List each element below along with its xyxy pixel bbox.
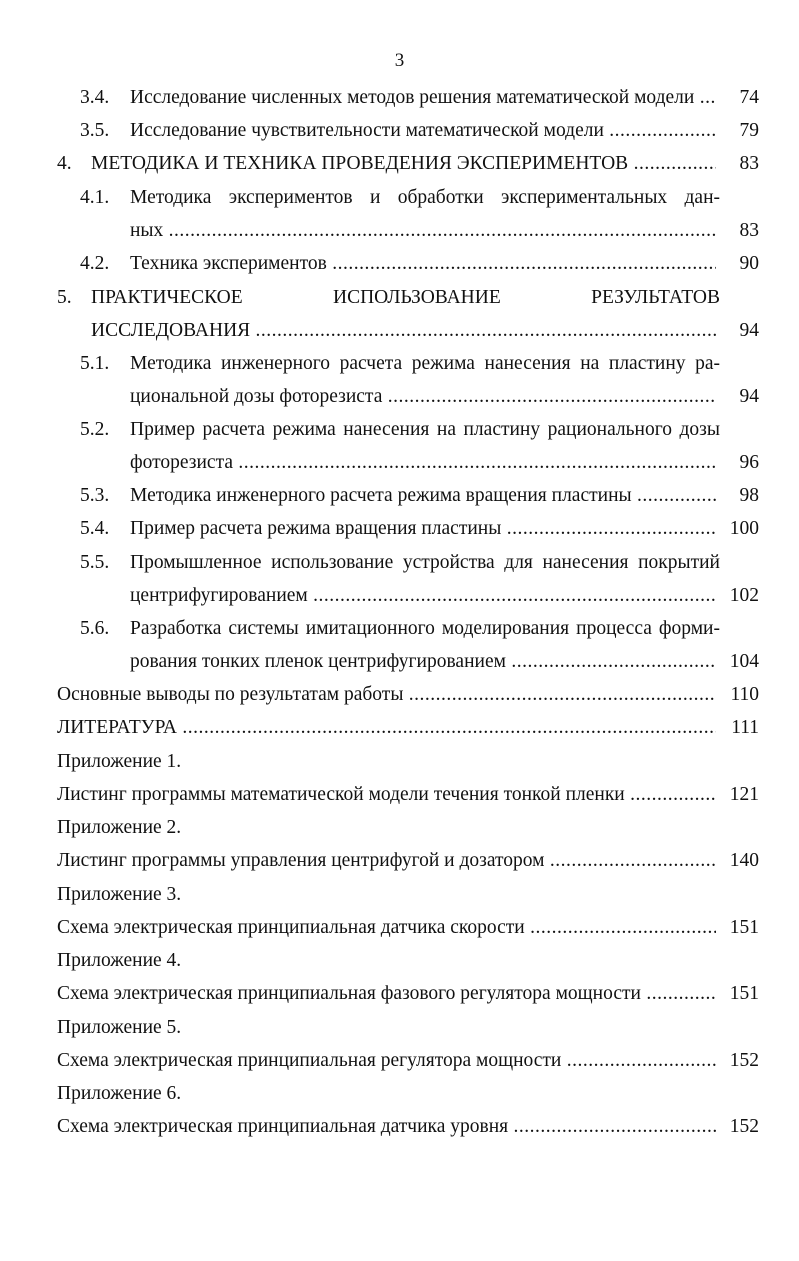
toc-entry-page: 111 xyxy=(731,717,759,738)
appendix-label: Приложение 3. xyxy=(57,884,182,905)
toc-entry-5-5-cont[interactable] xyxy=(0,579,799,612)
toc-entry-page: 79 xyxy=(739,120,759,141)
toc-entry-page: 121 xyxy=(729,784,759,805)
toc-entry-title: Листинг программы математической модели течения тонкой пленки ..... xyxy=(57,778,716,811)
toc-entry-appendix-6[interactable] xyxy=(0,1110,799,1143)
toc-entry-title: Схема электрическая принципиальная фазового регулятора мощности ..... xyxy=(57,977,716,1010)
toc-entry-5-3[interactable] xyxy=(0,479,799,512)
toc-entry-page: 140 xyxy=(729,850,759,871)
toc-entry-5-1[interactable] xyxy=(0,347,799,380)
toc-entry-conclusions[interactable] xyxy=(0,678,799,711)
toc-entry-title-line1: ПРАКТИЧЕСКОЕ ИСПОЛЬЗОВАНИЕ РЕЗУЛЬТАТОВ xyxy=(91,287,720,308)
toc-entry-5[interactable] xyxy=(0,281,799,314)
toc-entry-number: 5.1. xyxy=(80,353,110,374)
toc-entry-title-line2: центрифугированием ..... xyxy=(130,579,716,612)
appendix-label: Приложение 6. xyxy=(57,1083,182,1104)
toc-entry-title: Листинг программы управления центрифугой и дозатором ..... xyxy=(57,844,716,877)
toc-entry-number: 5.2. xyxy=(80,419,110,440)
toc-entry-title: Схема электрическая принципиальная датчика скорости ..... xyxy=(57,911,716,944)
toc-entry-page: 96 xyxy=(739,452,759,473)
toc-entry-page: 90 xyxy=(739,253,759,274)
toc-entry-title: Исследование численных методов решения математической модели ..... xyxy=(130,81,716,114)
toc-entry-title-line1: Методика экспериментов и обработки экспериментальных дан- xyxy=(130,187,720,208)
toc-entry-title-line1: Промышленное использование устройства для нанесения покрытий xyxy=(130,552,720,573)
toc-entry-number: 4. xyxy=(57,153,72,174)
appendix-label-2 xyxy=(57,811,181,844)
toc-entry-appendix-1[interactable] xyxy=(0,778,799,811)
toc-entry-page: 94 xyxy=(739,320,759,341)
toc-entry-5-2[interactable] xyxy=(0,413,799,446)
toc-entry-page: 98 xyxy=(739,485,759,506)
toc-entry-3-4[interactable] xyxy=(0,81,799,114)
toc-entry-title: МЕТОДИКА И ТЕХНИКА ПРОВЕДЕНИЯ ЭКСПЕРИМЕНТОВ ..... xyxy=(91,147,716,180)
toc-entry-number: 5.5. xyxy=(80,552,110,573)
toc-entry-3-5[interactable] xyxy=(0,114,799,147)
toc-entry-page: 83 xyxy=(739,220,759,241)
appendix-label-5 xyxy=(57,1011,181,1044)
appendix-label: Приложение 2. xyxy=(57,817,182,838)
toc-entry-title: Техника экспериментов ..... xyxy=(130,247,716,280)
appendix-label-3 xyxy=(57,878,181,911)
toc-entry-5-6[interactable] xyxy=(0,612,799,645)
toc-entry-title-line2: ных ..... xyxy=(130,214,716,247)
appendix-label-1 xyxy=(57,745,181,778)
toc-entry-number: 5. xyxy=(57,287,72,308)
appendix-label: Приложение 1. xyxy=(57,751,182,772)
toc-entry-appendix-3[interactable] xyxy=(0,911,799,944)
toc-entry-title: Пример расчета режима вращения пластины ..... xyxy=(130,512,716,545)
toc-entry-4-2[interactable] xyxy=(0,247,799,280)
toc-entry-title: Исследование чувствительности математической модели ..... xyxy=(130,114,716,147)
toc-entry-5-2-cont[interactable] xyxy=(0,446,799,479)
toc-entry-appendix-5[interactable] xyxy=(0,1044,799,1077)
toc-entry-page: 83 xyxy=(739,153,759,174)
toc-entry-page: 102 xyxy=(729,585,759,606)
toc-entry-4-1[interactable] xyxy=(0,181,799,214)
toc-entry-5-4[interactable] xyxy=(0,512,799,545)
toc-entry-title-line1: Пример расчета режима нанесения на пластину рационального дозы xyxy=(130,419,720,440)
toc-entry-appendix-4[interactable] xyxy=(0,977,799,1010)
toc-entry-title-line1: Разработка системы имитационного моделирования процесса форми- xyxy=(130,618,720,639)
toc-entry-number: 5.3. xyxy=(80,485,110,506)
toc-entry-5-5[interactable] xyxy=(0,546,799,579)
appendix-label-6 xyxy=(57,1077,181,1110)
appendix-label: Приложение 4. xyxy=(57,950,182,971)
appendix-label-4 xyxy=(57,944,181,977)
toc-entry-title-line2: циональной дозы фоторезиста ..... xyxy=(130,380,716,413)
toc-entry-title: Основные выводы по результатам работы ..... xyxy=(57,678,716,711)
toc-entry-4[interactable] xyxy=(0,147,799,180)
toc-entry-number: 3.4. xyxy=(80,87,110,108)
toc-entry-number: 4.2. xyxy=(80,253,110,274)
toc-entry-page: 74 xyxy=(739,87,759,108)
toc-entry-number: 4.1. xyxy=(80,187,110,208)
toc-entry-literature[interactable] xyxy=(0,711,799,744)
toc-entry-number: 5.6. xyxy=(80,618,110,639)
toc-entry-title-line2: фоторезиста ..... xyxy=(130,446,716,479)
toc-entry-page: 152 xyxy=(729,1116,759,1137)
toc-entry-5-1-cont[interactable] xyxy=(0,380,799,413)
toc-entry-page: 151 xyxy=(729,983,759,1004)
toc-entry-number: 5.4. xyxy=(80,518,110,539)
toc-entry-page: 152 xyxy=(729,1050,759,1071)
toc-entry-page: 100 xyxy=(729,518,759,539)
toc-entry-number: 3.5. xyxy=(80,120,110,141)
toc-entry-4-1-cont[interactable] xyxy=(0,214,799,247)
toc-entry-page: 94 xyxy=(739,386,759,407)
page-number: 3 xyxy=(394,50,405,71)
toc-entry-5-6-cont[interactable] xyxy=(0,645,799,678)
toc-entry-title: Схема электрическая принципиальная датчика уровня ..... xyxy=(57,1110,716,1143)
appendix-label: Приложение 5. xyxy=(57,1017,182,1038)
toc-entry-title-line1: Методика инженерного расчета режима нанесения на пластину ра- xyxy=(130,353,720,374)
toc-entry-title: Схема электрическая принципиальная регулятора мощности ..... xyxy=(57,1044,716,1077)
toc-entry-page: 110 xyxy=(730,684,759,705)
toc-entry-5-cont[interactable] xyxy=(0,314,799,347)
toc-entry-title: Методика инженерного расчета режима вращения пластины ..... xyxy=(130,479,716,512)
toc-entry-title: ЛИТЕРАТУРА ..... xyxy=(57,711,716,744)
toc-entry-title-line2: рования тонких пленок центрифугированием ..... xyxy=(130,645,716,678)
toc-entry-title-line2: ИССЛЕДОВАНИЯ ..... xyxy=(91,314,716,347)
toc-entry-page: 151 xyxy=(729,917,759,938)
toc-entry-page: 104 xyxy=(729,651,759,672)
toc-entry-appendix-2[interactable] xyxy=(0,844,799,877)
